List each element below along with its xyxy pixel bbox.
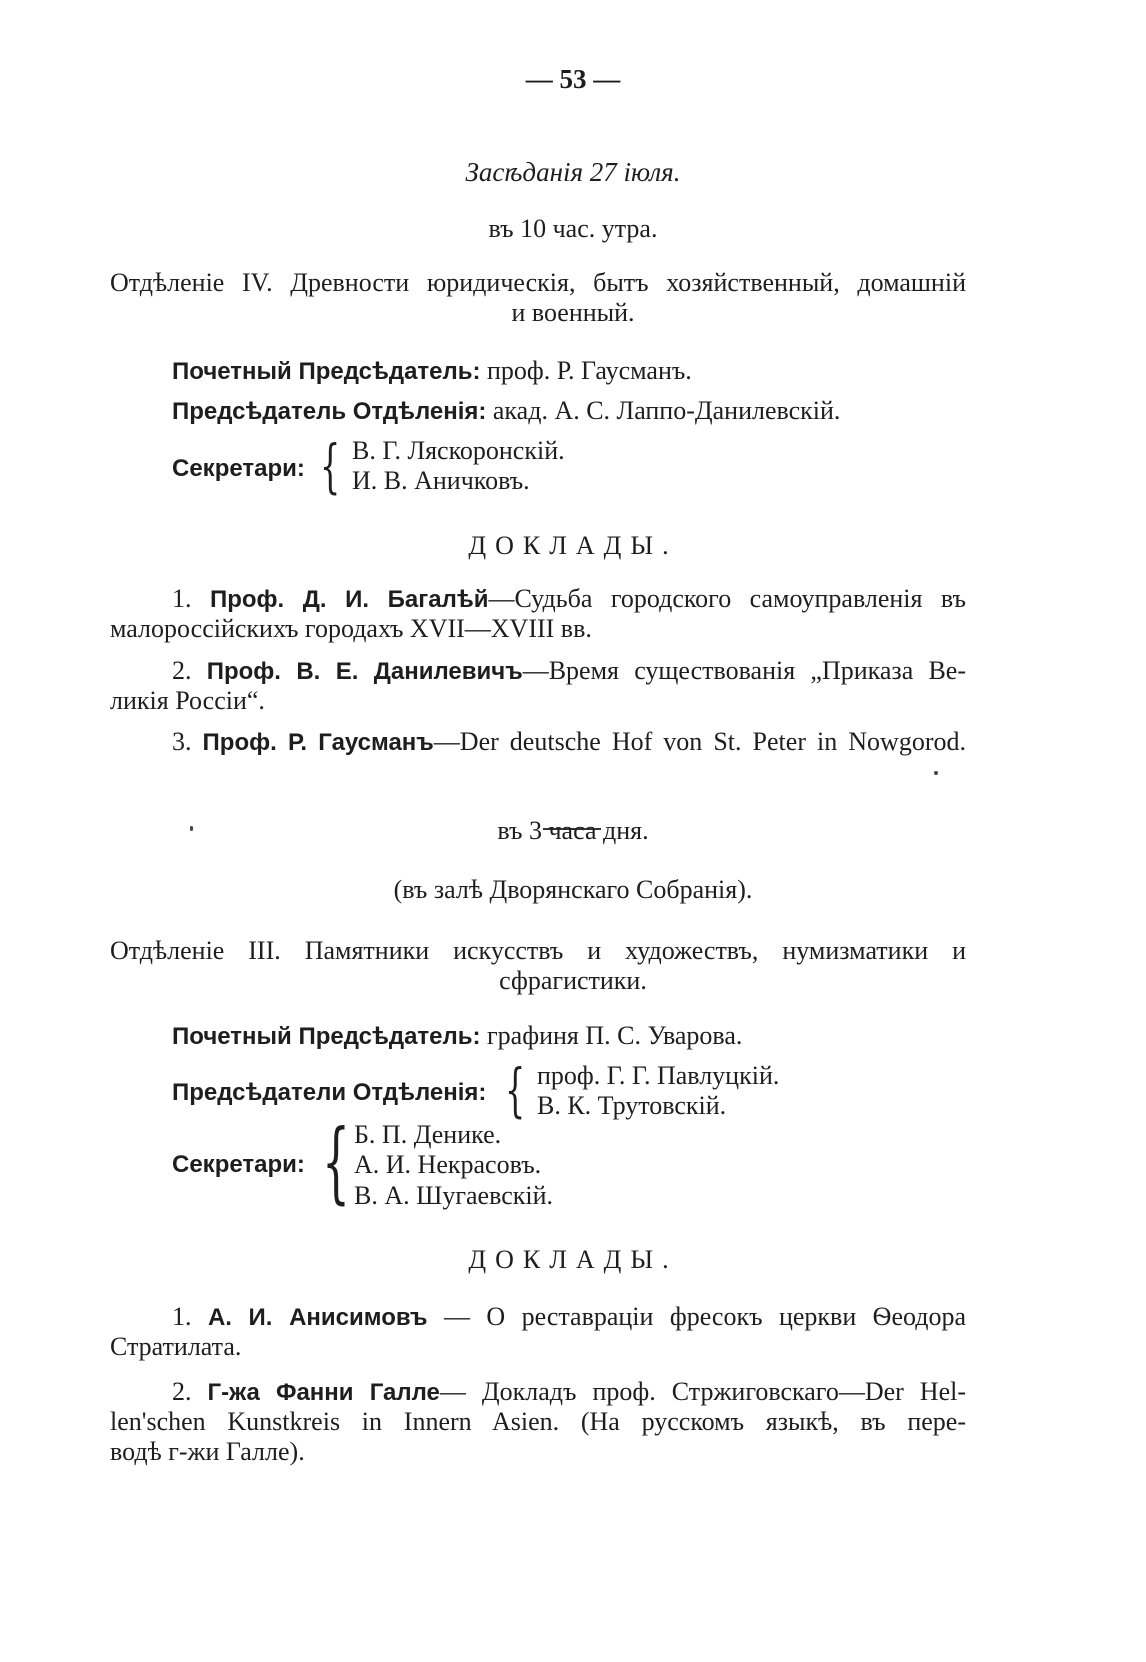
page-number: — 53 — [525, 64, 621, 94]
afternoon-section-line1: Отдѣленіе III. Памятники искусствъ и художествъ, нумизматики и [110, 936, 966, 965]
morning-secretaries-label: Секретари: [172, 455, 305, 482]
afternoon-report-1: 1. А. И. Анисимовъ — О реставраціи фресокъ церкви Ѳеодора [172, 1302, 967, 1331]
morning-report-2-line2: ликія Россіи“. [110, 686, 265, 715]
report-author: Проф. Д. И. Багалѣй [209, 586, 489, 613]
afternoon-report-2-line3: водѣ г-жи Галле). [110, 1437, 305, 1466]
morning-report-1: 1. Проф. Д. И. Багалѣй—Судьба городского самоуправленія въ [172, 584, 966, 613]
afternoon-secretary: Б. П. Денике. [354, 1120, 502, 1149]
afternoon-chair: проф. Г. Г. Павлуцкій. [537, 1061, 780, 1090]
honorary-chair-value: проф. Р. Гаусманъ. [487, 356, 692, 385]
afternoon-section-line2: сфрагистики. [499, 966, 647, 995]
morning-section-line2: и военный. [511, 298, 635, 327]
afternoon-chair: В. К. Трутовскій. [537, 1091, 727, 1120]
report-author: Г-жа Фанни Галле [207, 1379, 440, 1406]
morning-chair [172, 396, 840, 427]
afternoon-chairs-label: Предсѣдатели Отдѣленія: [172, 1079, 487, 1106]
afternoon-report-2: 2. Г-жа Фанни Галле— Докладъ проф. Стржиговскаго—Der Hel- [172, 1377, 967, 1406]
morning-report-3: 3. Проф. Р. Гаусманъ—Der deutsche Hof von St. Peter in Nowgorod. [172, 727, 966, 756]
report-author: А. И. Анисимовъ [207, 1304, 428, 1331]
brace-glyph: { [322, 1110, 350, 1213]
session-title: Засѣданія 27 іюля. [465, 157, 681, 187]
chair-value: акад. А. С. Лаппо-Данилевскій. [492, 396, 841, 425]
afternoon-secretary: В. А. Шугаевскій. [354, 1181, 554, 1210]
morning-report-1-line2: малороссійскихъ городахъ XVII—XVIII вв. [110, 614, 592, 643]
afternoon-reports-heading: ДОКЛАДЫ. [468, 1245, 678, 1274]
chair-label: Предсѣдатель Отдѣленія: [172, 398, 487, 425]
honorary-chair-label: Почетный Предсѣдатель: [172, 358, 481, 385]
morning-time: въ 10 час. утра. [488, 214, 658, 243]
morning-honorary-chair [172, 356, 692, 387]
afternoon-secretary: А. И. Некрасовъ. [354, 1150, 542, 1179]
morning-reports-heading: ДОКЛАДЫ. [468, 531, 678, 560]
afternoon-honorary-chair [172, 1021, 742, 1052]
brace-glyph: { [320, 432, 341, 500]
report-author: Проф. Р. Гаусманъ [202, 729, 434, 756]
print-speck [934, 771, 938, 775]
brace-glyph: { [505, 1056, 526, 1124]
morning-secretary: В. Г. Ляскоронскій. [352, 436, 565, 465]
honorary-chair-value: графиня П. С. Уварова. [487, 1021, 743, 1050]
afternoon-secretaries-label: Секретари: [172, 1151, 305, 1178]
honorary-chair-label: Почетный Предсѣдатель: [172, 1023, 481, 1050]
afternoon-venue: (въ залѣ Дворянскаго Собранія). [393, 875, 753, 904]
afternoon-report-2-line2: len'schen Kunstkreis in Innern Asien. (На русскомъ языкѣ, въ пере- [110, 1407, 966, 1436]
report-author: Проф. В. Е. Данилевичъ [206, 658, 523, 685]
morning-secretary: И. В. Аничковъ. [352, 466, 530, 495]
afternoon-report-1-line2: Стратилата. [110, 1332, 242, 1361]
morning-report-2: 2. Проф. В. Е. Данилевичъ—Время существованія „Приказа Ве- [172, 656, 966, 685]
afternoon-time: въ 3 часа дня. [497, 816, 649, 845]
morning-section-line1: Отдѣленіе IV. Древности юридическія, бытъ хозяйственный, домашній [110, 268, 966, 297]
